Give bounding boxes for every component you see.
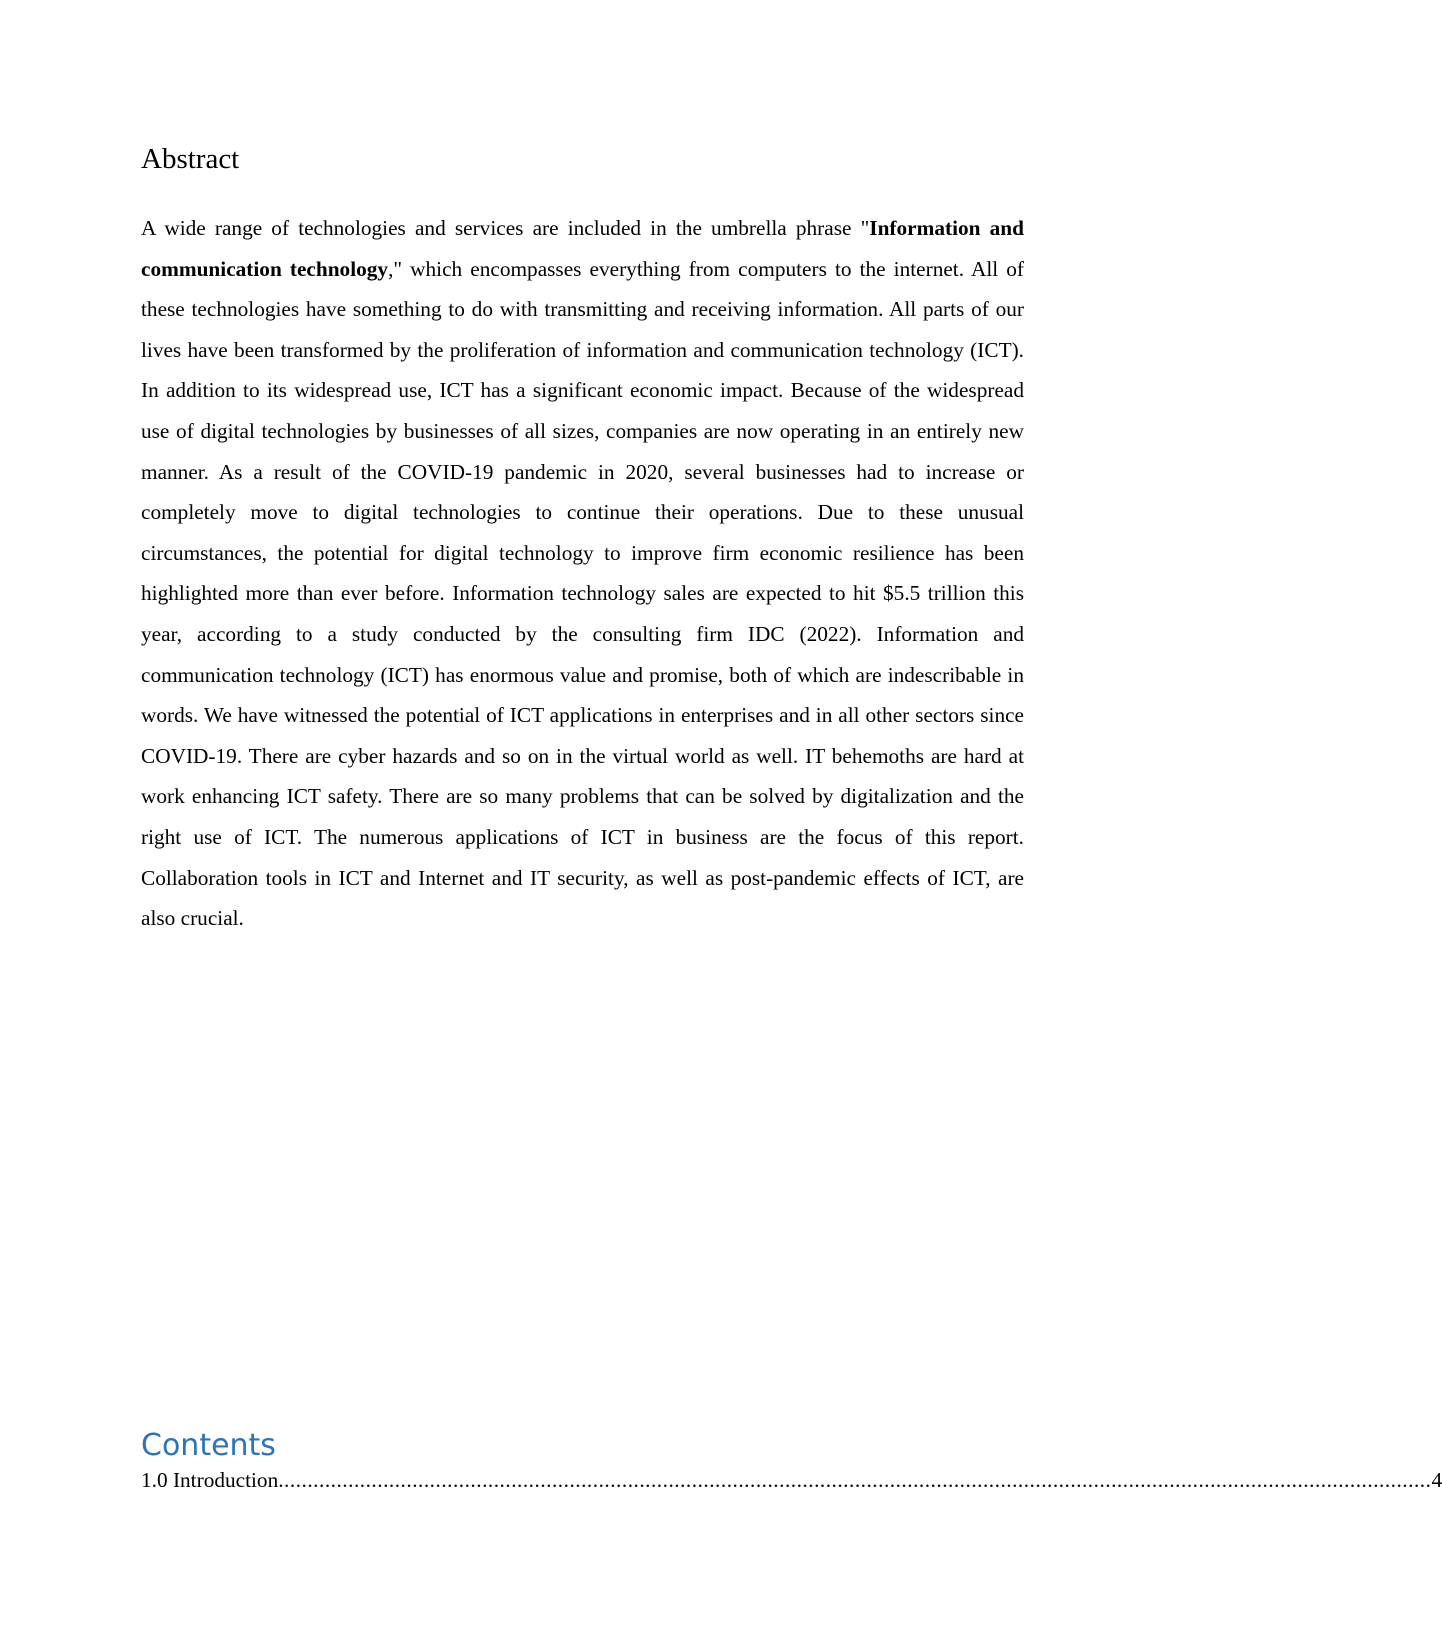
abstract-bold-term: Information and communication technology [141,216,1024,281]
abstract-body-text: ," which encompasses everything from computers to the internet. All of these technologies have something to do with transmitting and receiving information. All parts of our lives have been transformed by the proliferation of information and communication technology (ICT). In addition to its widespread use, ICT has a significant economic impact. Because of the widespread use of digital technologies by businesses of all sizes, companies are now operating in an entirely new manner. As a result of the COVID-19 pandemic in 2020, several businesses had to increase or completely move to digital technologies to continue their operations. Due to these unusual circumstances, the potential for digital technology to improve firm economic resilience has been highlighted more than ever before. Information technology sales are expected to hit $5.5 trillion this year, according to a study conducted by the consulting firm IDC (2022). Information and communication technology (ICT) has enormous value and promise, both of which are indescribable in words. We have witnessed the potential of ICT applications in enterprises and in all other sectors since COVID-19. There are cyber hazards and so on in the virtual world as well. IT behemoths are hard at work enhancing ICT safety. There are so many problems that can be solved by digitalization and the right use of ICT. The numerous applications of ICT in business are the focus of this report. Collaboration tools in ICT and Internet and IT security, as well as post-pandemic effects of ICT, are also crucial. [141,256,1024,931]
abstract-heading: Abstract [141,143,240,175]
abstract-paragraph [141,208,1024,939]
toc-page-number: 4 [1431,1468,1442,1492]
toc-entry-introduction[interactable] [141,1465,1442,1495]
toc-entry-label: 1.0 Introduction [141,1468,279,1492]
contents-heading: Contents [141,1428,276,1463]
abstract-intro-text: A wide range of technologies and services are included in the umbrella phrase " [141,216,870,240]
toc-dot-leader: ...................................................................................................................................................................................................... [278,1468,1432,1492]
